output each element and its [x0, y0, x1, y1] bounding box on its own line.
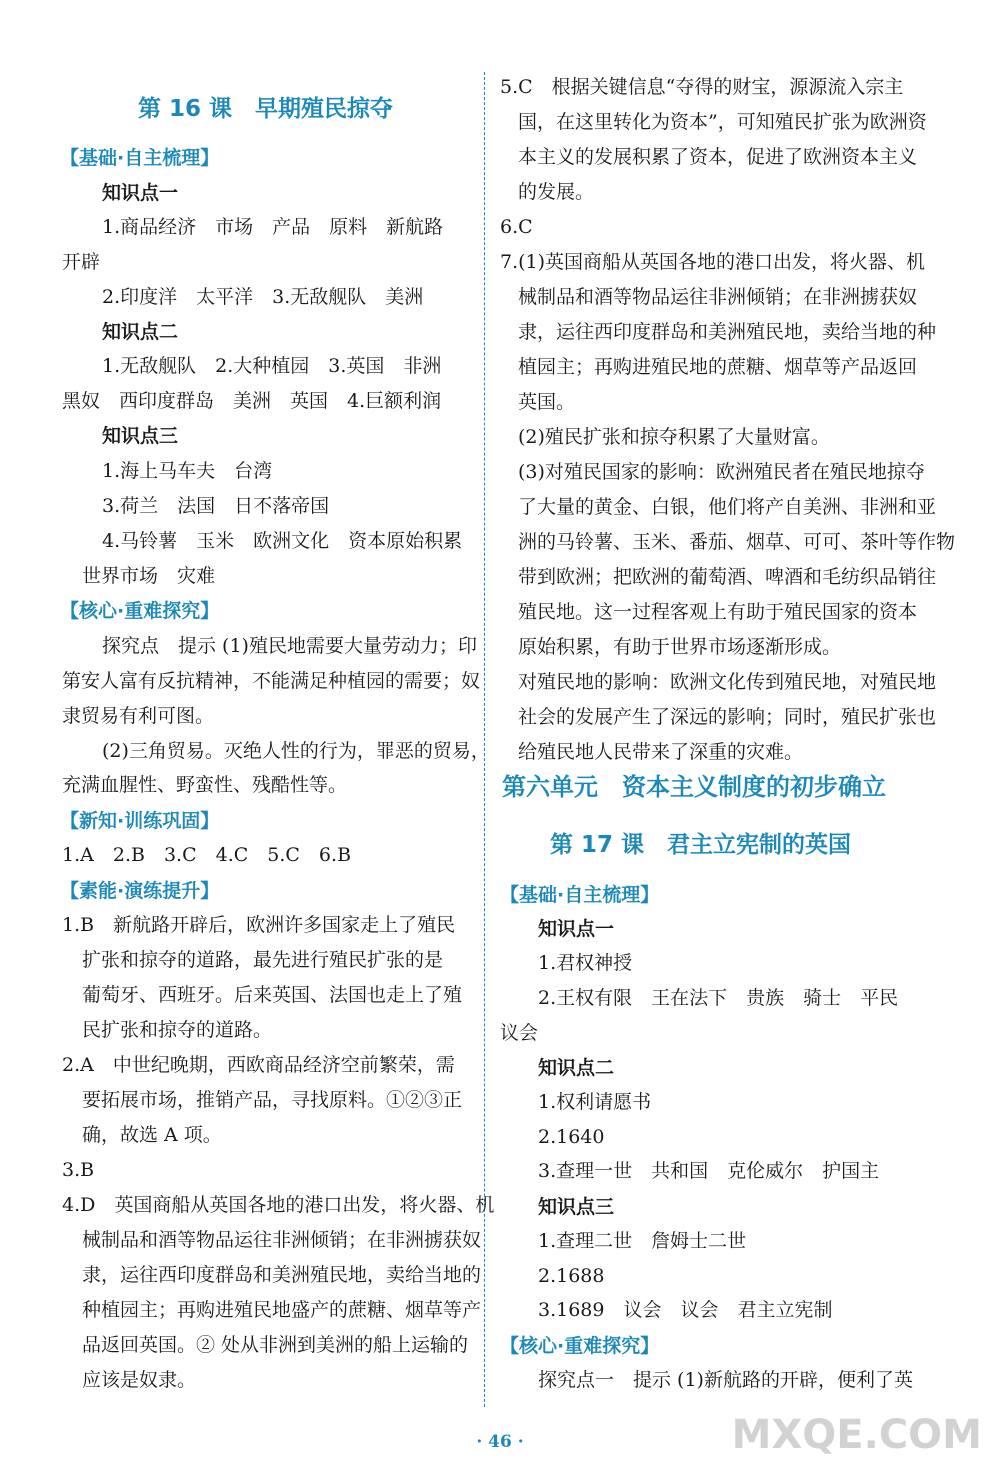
text-line: 隶，运往西印度群岛和美洲殖民地，卖给当地的种 — [518, 321, 937, 343]
text-line: (2)三角贸易。灭绝人性的行为，罪恶的贸易， — [102, 740, 490, 762]
text-line: 3.荷兰 法国 日不落帝国 — [102, 495, 330, 517]
text-line: 2.印度洋 太平洋 3.无敌舰队 美洲 — [102, 286, 424, 308]
unit-title: 第六单元 资本主义制度的初步确立 — [502, 773, 886, 801]
text-line: 探究点一 提示 (1)新航路的开辟，便利了英 — [538, 1369, 913, 1391]
text-line: 1.君权神授 — [538, 952, 633, 974]
text-line: 种植园主；再购进殖民地盛产的蔗糖、烟草等产 — [82, 1299, 482, 1321]
lesson-16-title: 第 16 课 早期殖民掠夺 — [138, 96, 394, 122]
text-line: 1.查理二世 詹姆士二世 — [538, 1230, 747, 1252]
text-line: 对殖民地的影响：欧洲文化传到殖民地，对殖民地 — [518, 671, 937, 693]
text-line: 国，在这里转化为资本”，可知殖民扩张为欧洲资 — [518, 111, 927, 133]
text-line: 品返回英国。② 处从非洲到美洲的船上运输的 — [82, 1334, 469, 1356]
knowledge-point-heading: 知识点二 — [102, 321, 179, 343]
section-heading: 【基础·自主梳理】 — [500, 884, 660, 906]
text-line: 给殖民地人民带来了深重的灾难。 — [518, 741, 804, 763]
text-line: 1.海上马车夫 台湾 — [102, 460, 273, 482]
text-line: 洲的马铃薯、玉米、番茄、烟草、可可、茶叶等作物 — [518, 531, 956, 553]
text-line: 1.无敌舰队 2.大种植园 3.英国 非洲 — [102, 355, 442, 377]
text-line: 探究点 提示 (1)殖民地需要大量劳动力；印 — [102, 635, 477, 657]
section-heading: 【基础·自主梳理】 — [60, 147, 220, 169]
knowledge-point-heading: 知识点一 — [102, 182, 179, 204]
text-line: 的发展。 — [518, 181, 595, 203]
text-line: 议会 — [500, 1022, 539, 1044]
text-line: (2)殖民扩张和掠夺积累了大量财富。 — [518, 426, 830, 448]
section-heading: 【素能·演练提升】 — [60, 880, 220, 902]
text-line: 第安人富有反抗精神，不能满足种植园的需要；奴 — [62, 670, 481, 692]
text-line: 3.1689 议会 议会 君主立宪制 — [538, 1299, 833, 1321]
text-line: 1.A 2.B 3.C 4.C 5.C 6.B — [62, 844, 352, 866]
text-line: 6.C — [500, 216, 533, 238]
text-line: 植园主；再购进殖民地的蔗糖、烟草等产品返回 — [518, 356, 918, 378]
text-line: 3.B — [62, 1159, 95, 1181]
page-number: · 46 · — [476, 1432, 524, 1452]
section-heading: 【核心·重难探究】 — [500, 1335, 660, 1357]
text-line: 2.1640 — [538, 1126, 605, 1148]
text-line: 本主义的发展积累了资本，促进了欧洲资本主义 — [518, 146, 918, 168]
text-line: 要拓展市场，推销产品，寻找原料。①②③正 — [82, 1089, 463, 1111]
text-line: 黑奴 西印度群岛 美洲 英国 4.巨额利润 — [62, 390, 442, 412]
lesson-17-title: 第 17 课 君主立宪制的英国 — [550, 832, 852, 858]
text-line: 隶，运往西印度群岛和美洲殖民地，卖给当地的 — [82, 1264, 482, 1286]
text-line: 3.查理一世 共和国 克伦威尔 护国主 — [538, 1160, 880, 1182]
text-line: 社会的发展产生了深远的影响；同时，殖民扩张也 — [518, 706, 937, 728]
knowledge-point-heading: 知识点三 — [538, 1196, 615, 1218]
text-line: 殖民地。这一过程客观上有助于殖民国家的资本 — [518, 601, 918, 623]
text-line: 械制品和酒等物品运往非洲倾销；在非洲掳获奴 — [518, 286, 918, 308]
text-line: 5.C 根据关键信息“夺得的财宝，源源流入宗主 — [500, 76, 904, 98]
knowledge-point-heading: 知识点三 — [102, 425, 179, 447]
text-line: 世界市场 灾难 — [82, 565, 216, 587]
text-line: 1.B 新航路开辟后，欧洲许多国家走上了殖民 — [62, 914, 456, 936]
text-line: 2.1688 — [538, 1265, 605, 1287]
text-line: 7.(1)英国商船从英国各地的港口出发，将火器、机 — [500, 251, 926, 273]
text-line: 1.商品经济 市场 产品 原料 新航路 — [102, 216, 444, 238]
text-line: 原始积累，有助于世界市场逐渐形成。 — [518, 636, 842, 658]
watermark: MXQE.COM — [731, 1412, 982, 1458]
knowledge-point-heading: 知识点一 — [538, 918, 615, 940]
text-line: 扩张和掠夺的道路，最先进行殖民扩张的是 — [82, 949, 444, 971]
text-line: 充满血腥性、野蛮性、残酷性等。 — [62, 774, 348, 796]
section-heading: 【核心·重难探究】 — [60, 600, 220, 622]
text-line: 民扩张和掠夺的道路。 — [82, 1019, 273, 1041]
text-line: 1.权利请愿书 — [538, 1091, 652, 1113]
text-line: (3)对殖民国家的影响：欧洲殖民者在殖民地掠夺 — [518, 461, 925, 483]
text-line: 开辟 — [62, 251, 101, 273]
text-line: 带到欧洲；把欧洲的葡萄酒、啤酒和毛纺织品销往 — [518, 566, 937, 588]
text-line: 了大量的黄金、白银，他们将产自美洲、非洲和亚 — [518, 496, 937, 518]
text-line: 葡萄牙、西班牙。后来英国、法国也走上了殖 — [82, 984, 463, 1006]
text-line: 隶贸易有利可图。 — [62, 705, 215, 727]
text-line: 应该是奴隶。 — [82, 1369, 197, 1391]
text-line: 4.D 英国商船从英国各地的港口出发，将火器、机 — [62, 1194, 495, 1216]
text-line: 英国。 — [518, 391, 576, 413]
text-line: 2.A 中世纪晚期，西欧商品经济空前繁荣，需 — [62, 1054, 455, 1076]
section-heading: 【新知·训练巩固】 — [60, 810, 220, 832]
text-line: 确，故选 A 项。 — [82, 1124, 222, 1146]
text-line: 械制品和酒等物品运往非洲倾销；在非洲掳获奴 — [82, 1229, 482, 1251]
text-line: 4.马铃薯 玉米 欧洲文化 资本原始积累 — [102, 530, 463, 552]
text-line: 2.王权有限 王在法下 贵族 骑士 平民 — [538, 987, 899, 1009]
knowledge-point-heading: 知识点二 — [538, 1057, 615, 1079]
